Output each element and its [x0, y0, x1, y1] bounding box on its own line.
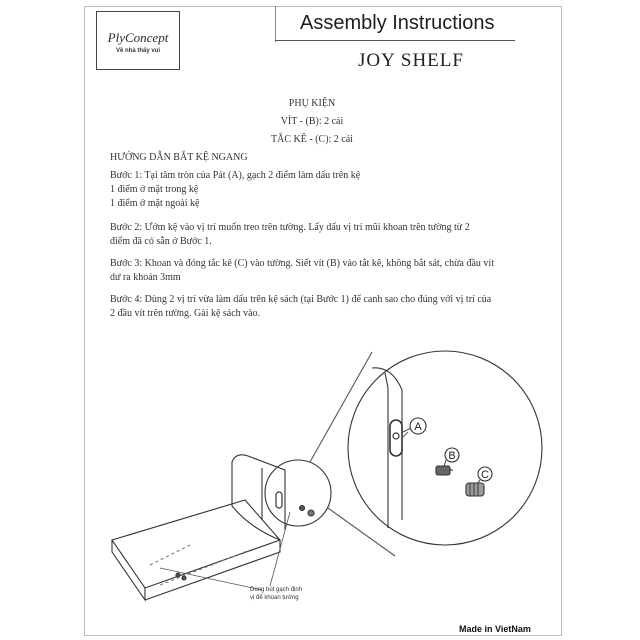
step-2-line-2: điểm đã có sẵn ở Bước 1.: [110, 236, 212, 247]
shelf-base-front-edge: [112, 540, 145, 600]
step-2-line-1: Bước 2: Ướm kệ vào vị trí muốn treo trên tường. Lấy dấu vị trí mũi khoan trên tường từ 2: [110, 222, 470, 233]
step-3-line-1: Bước 3: Khoan và đóng tắc kê (C) vào tường. Siết vít (B) vào tắt kê, không bắt sát, chừa đầu vít: [110, 258, 494, 269]
screw-b: [436, 466, 450, 475]
small-detail-circle: [265, 460, 331, 526]
guide-heading: HƯỚNG DẪN BẮT KỆ NGANG: [110, 152, 248, 163]
product-name: JOY SHELF: [358, 50, 464, 71]
step-4-line-2: 2 đầu vít trên tường. Gài kệ sách vào.: [110, 308, 261, 319]
note-line-1: Dùng bút gạch định: [250, 587, 303, 593]
label-a: A: [414, 421, 422, 433]
label-b: B: [448, 450, 456, 462]
document-title: Assembly Instructions: [300, 12, 495, 34]
pencil-mark-note: [250, 586, 302, 602]
brand-tagline: Về nhà thấy vui: [115, 48, 160, 54]
accessory-anchor: TẮC KÊ - (C): 2 cái: [271, 134, 353, 145]
label-c: C: [481, 469, 489, 481]
made-in-label: Made in VietNam: [459, 624, 531, 634]
bracket-a: [390, 420, 402, 456]
step-3-line-2: dư ra khoản 3mm: [110, 272, 181, 283]
step-1-line-3: 1 điểm ở mặt ngoài kệ: [110, 198, 200, 209]
anchor-c: [466, 483, 484, 496]
step-4-line-1: Bước 4: Dùng 2 vị trí vừa làm dấu trên kệ sách (tại Bước 1) để canh sao cho đúng với vị trí của: [110, 294, 492, 305]
large-detail-circle: [348, 351, 542, 545]
note-line-2: vị để khoan tường: [250, 595, 299, 601]
accessory-screw: VÍT - (B): 2 cái: [280, 116, 344, 127]
step-1-line-1: Bước 1: Tại tâm tròn của Pát (A), gạch 2 điểm làm dấu trên kệ: [110, 170, 361, 181]
accessories-heading: PHỤ KIỆN: [288, 98, 336, 109]
brand-name: PlyConcept: [107, 30, 169, 45]
shelf-base: [112, 500, 280, 588]
panel-edge-detail: [372, 368, 402, 520]
step-1-line-2: 1 điểm ở mặt trong kệ: [110, 184, 199, 195]
